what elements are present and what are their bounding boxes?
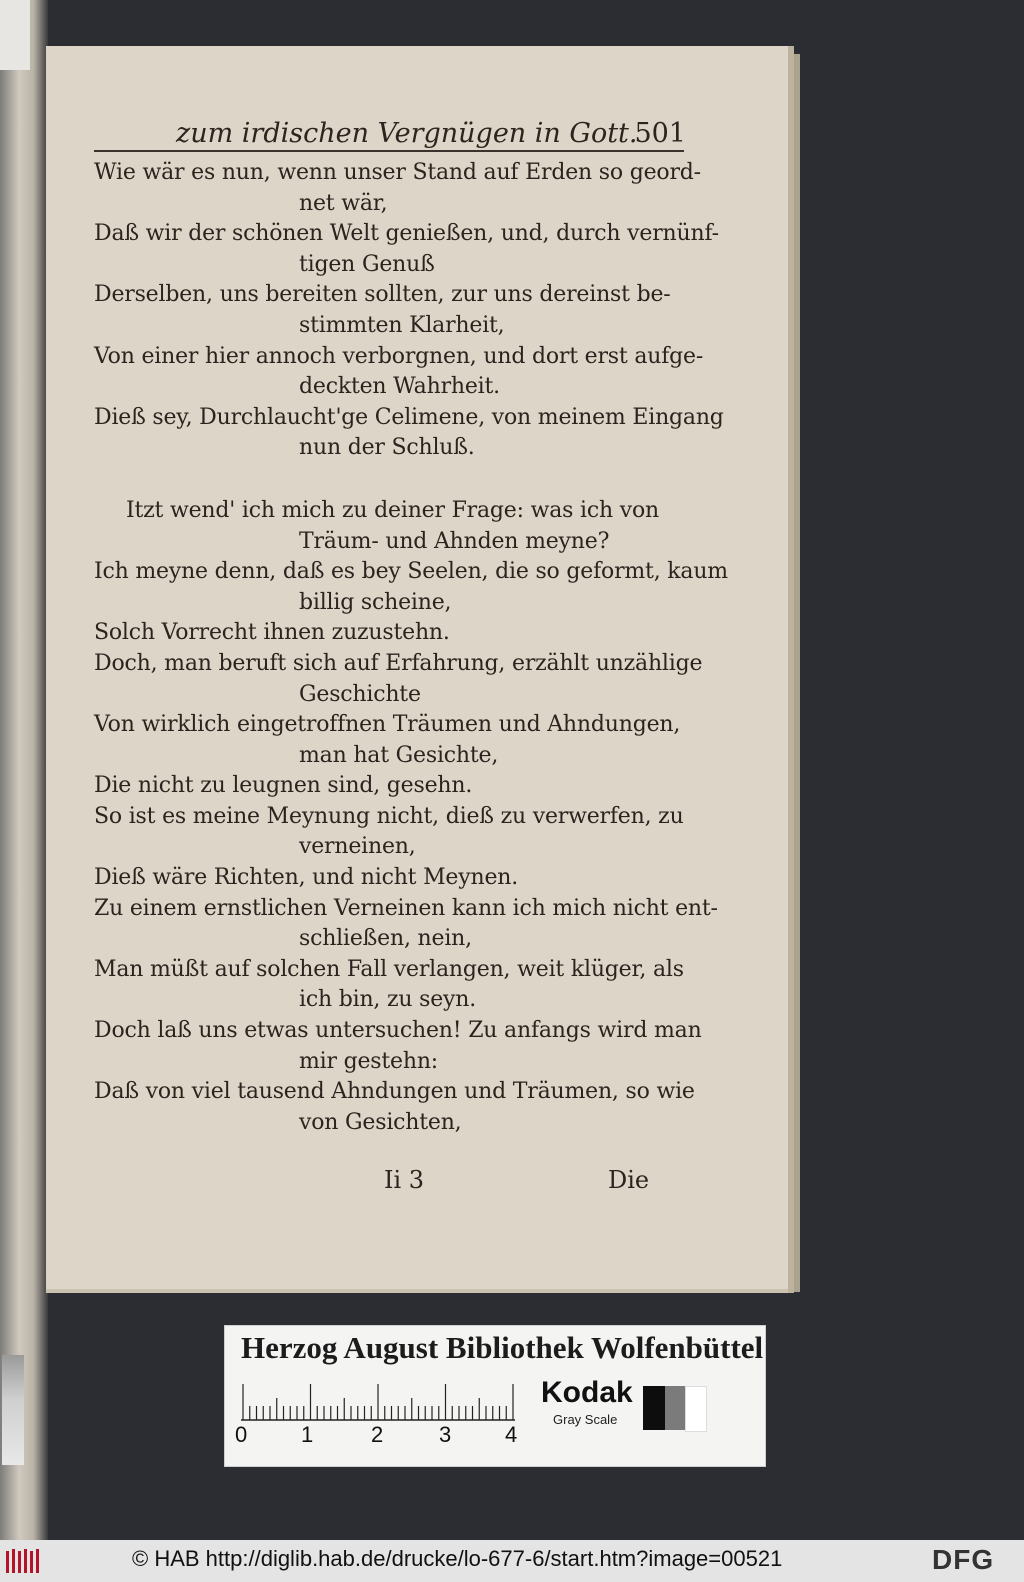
library-name: Herzog August Bibliothek Wolfenbüttel <box>241 1330 764 1365</box>
ruler-num-3: 3 <box>439 1422 452 1447</box>
verse-line: net wär, <box>299 190 388 216</box>
ruler-num-1: 1 <box>301 1422 314 1447</box>
verse-line: deckten Wahrheit. <box>299 374 500 400</box>
library-color-label <box>224 1325 766 1467</box>
gray-scale-caption: Gray Scale <box>553 1412 618 1427</box>
verse-line: nun der Schluß. <box>299 435 475 461</box>
verse-line: Geschichte <box>299 681 421 707</box>
verse-line: man hat Gesichte, <box>299 742 499 768</box>
verse-line: Die nicht zu leugnen sind, gesehn. <box>94 773 473 799</box>
catchword: Die <box>608 1166 650 1194</box>
verse-line: stimmten Klarheit, <box>299 312 505 338</box>
ruler-numbers <box>235 1422 535 1452</box>
verse-line: Daß von viel tausend Ahndungen und Träumen, so wie <box>94 1079 695 1105</box>
verse-line: Wie wär es nun, wenn unser Stand auf Erden so geord- <box>94 160 701 185</box>
swatch-white <box>685 1386 707 1432</box>
verse-line: Doch laß uns etwas untersuchen! Zu anfangs wird man <box>94 1018 702 1044</box>
verse-line: Zu einem ernstlichen Verneinen kann ich mich nicht ent- <box>94 895 718 921</box>
verse-line: Ich meyne denn, daß es bey Seelen, die so geformt, kaum <box>94 559 728 585</box>
verse-line: Itzt wend' ich mich zu deiner Frage: was ich von <box>126 497 659 523</box>
verse-line: verneinen, <box>299 834 416 860</box>
verse-line: Derselben, uns bereiten sollten, zur uns dereinst be- <box>94 282 671 308</box>
verse-line: Von einer hier annoch verborgnen, und dort erst aufge- <box>94 343 704 369</box>
ruler-num-4: 4 <box>505 1422 518 1447</box>
hab-logo-icon <box>4 1547 44 1575</box>
signature-mark: Ii 3 <box>384 1166 425 1194</box>
edge-white-strip <box>0 0 30 70</box>
verse-line: So ist es meine Meynung nicht, dieß zu verwerfen, zu <box>94 803 684 829</box>
verse-line: Doch, man beruft sich auf Erfahrung, erzählt unzählige <box>94 650 703 676</box>
verse-line: Dieß sey, Durchlaucht'ge Celimene, von meinem Eingang <box>94 404 724 430</box>
header-rule <box>94 150 684 152</box>
verse-line: mir gestehn: <box>299 1048 439 1074</box>
kodak-logo: Kodak <box>541 1376 633 1409</box>
dfg-logo: DFG <box>932 1544 995 1575</box>
verse-line: Dieß wäre Richten, und nicht Meynen. <box>94 865 519 891</box>
gray-swatches <box>643 1386 707 1434</box>
ruler-scale <box>241 1382 519 1422</box>
verse-line: Man müßt auf solchen Fall verlangen, weit klüger, als <box>94 956 684 982</box>
verse-line: Solch Vorrecht ihnen zuzustehn. <box>94 620 450 646</box>
running-head <box>176 118 686 158</box>
book-left-edge <box>0 0 48 1540</box>
verse-text <box>94 158 728 1138</box>
ruler-num-0: 0 <box>235 1422 248 1447</box>
verse-line: tigen Genuß <box>299 251 435 277</box>
page-number: 501 <box>634 118 686 149</box>
hab-credit-link[interactable]: © HAB http://diglib.hab.de/drucke/lo-677-6/start.htm?image=00521 <box>132 1546 783 1571</box>
verse-line: schließen, nein, <box>299 926 472 952</box>
verse-line: Daß wir der schönen Welt genießen, und, durch vernünf- <box>94 221 719 247</box>
stanza-gap <box>94 464 686 496</box>
verse-line: ich bin, zu seyn. <box>299 987 477 1013</box>
footer-bar <box>0 1540 1024 1582</box>
ruler-num-2: 2 <box>371 1422 384 1447</box>
book-page <box>46 46 794 1293</box>
swatch-black <box>643 1386 665 1430</box>
edge-color-chip <box>2 1355 24 1465</box>
running-head-title: zum irdischen Vergnügen in Gott. <box>176 118 638 149</box>
verse-line: Von wirklich eingetroffnen Träumen und Ahndungen, <box>94 712 681 738</box>
verse-line: von Gesichten, <box>299 1109 462 1135</box>
swatch-gray <box>665 1386 685 1430</box>
verse-line: billig scheine, <box>299 589 452 615</box>
verse-line: Träum- und Ahnden meyne? <box>299 528 610 554</box>
